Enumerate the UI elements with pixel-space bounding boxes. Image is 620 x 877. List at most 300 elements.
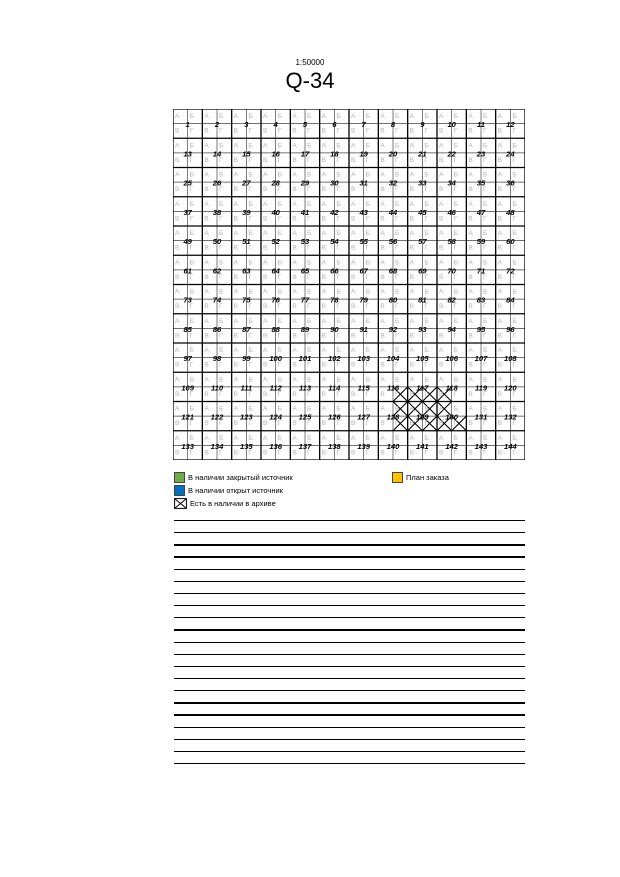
subcell-label: Г: [483, 303, 487, 311]
subcell-label: А: [321, 376, 327, 384]
subcell-label: Г: [424, 215, 428, 223]
subcell-label: А: [439, 200, 444, 208]
subcell-label: В: [468, 420, 473, 428]
subcell-label: А: [321, 405, 327, 413]
subcell-label: В: [292, 303, 297, 311]
subcell-label: А: [263, 200, 268, 208]
subcell-label: Г: [365, 332, 370, 340]
subcell-label: Г: [512, 215, 516, 223]
subcell-label: А: [409, 317, 415, 325]
subcell-label: В: [351, 186, 356, 194]
subcell-label: В: [439, 127, 444, 135]
subcell-label: Б: [277, 259, 282, 267]
subcell-label: А: [380, 142, 385, 150]
cell-number: 110: [210, 383, 224, 393]
subcell-label: Г: [248, 244, 252, 252]
subcell-label: Г: [277, 420, 282, 428]
subcell-label: В: [380, 273, 385, 281]
subcell-label: Б: [453, 230, 458, 237]
subcell-label: В: [233, 449, 239, 457]
cell-number: 66: [330, 266, 339, 276]
subcell-label: Г: [395, 420, 399, 428]
cell-number: 71: [476, 266, 486, 276]
cell-number: 28: [271, 178, 280, 188]
note-line: [174, 642, 525, 643]
subcell-label: В: [351, 273, 356, 281]
subcell-label: Г: [365, 449, 370, 457]
subcell-label: Г: [336, 244, 340, 252]
subcell-label: Б: [277, 171, 282, 179]
cell-number: 123: [239, 412, 253, 422]
cell-number: 129: [415, 412, 429, 422]
subcell-label: А: [380, 288, 385, 296]
cell-number: 143: [474, 441, 488, 451]
subcell-label: А: [204, 230, 209, 237]
subcell-label: Г: [219, 156, 223, 164]
subcell-label: Б: [219, 230, 224, 237]
cell-number: 137: [298, 441, 312, 451]
subcell-label: В: [321, 156, 327, 164]
subcell-label: В: [497, 332, 503, 340]
subcell-label: Б: [395, 230, 400, 237]
cell-number: 15: [242, 149, 251, 159]
cell-number: 22: [447, 149, 456, 159]
subcell-label: Г: [189, 420, 194, 428]
subcell-label: А: [409, 200, 415, 208]
cell-number: 102: [327, 354, 341, 364]
subcell-label: А: [439, 142, 444, 150]
cell-number: 41: [300, 207, 310, 217]
cell-number: 84: [506, 295, 515, 305]
cell-number: 19: [359, 149, 368, 159]
cell-number: 144: [503, 441, 517, 451]
cell-number: 68: [388, 266, 398, 276]
cell-number: 93: [418, 324, 427, 334]
cell-number: 18: [330, 149, 339, 159]
subcell-label: А: [468, 317, 473, 325]
subcell-label: А: [263, 317, 268, 325]
subcell-label: А: [321, 288, 327, 296]
subcell-label: А: [292, 317, 297, 325]
subcell-label: А: [175, 142, 180, 150]
subcell-label: Б: [219, 171, 224, 179]
subcell-label: Б: [189, 434, 194, 442]
subcell-label: А: [468, 288, 473, 296]
subcell-label: В: [263, 273, 268, 281]
subcell-label: Б: [336, 376, 341, 384]
subcell-label: А: [439, 317, 444, 325]
cell-number: 119: [474, 383, 488, 393]
subcell-label: В: [263, 332, 268, 340]
subcell-label: А: [409, 171, 415, 179]
subcell-label: Г: [219, 244, 223, 252]
subcell-label: Б: [307, 376, 312, 384]
subcell-label: Г: [483, 127, 487, 135]
subcell-label: В: [439, 215, 444, 223]
subcell-label: Г: [307, 449, 311, 457]
cell-number: 131: [474, 412, 488, 422]
subcell-label: Г: [395, 273, 399, 281]
subcell-label: А: [321, 259, 327, 267]
subcell-label: А: [292, 142, 297, 150]
cell-number: 59: [476, 237, 486, 247]
subcell-label: Б: [248, 376, 253, 384]
subcell-label: Б: [365, 376, 370, 384]
subcell-label: В: [321, 273, 327, 281]
subcell-label: А: [175, 288, 180, 296]
subcell-label: А: [351, 171, 356, 179]
subcell-label: В: [321, 420, 327, 428]
legend-green-swatch: [174, 472, 185, 483]
subcell-label: А: [351, 434, 356, 442]
subcell-label: А: [468, 142, 473, 150]
cell-number: 96: [506, 324, 515, 334]
cell-number: 116: [386, 383, 400, 393]
cell-number: 65: [300, 266, 310, 276]
cell-number: 82: [447, 295, 456, 305]
subcell-label: А: [175, 259, 180, 267]
subcell-label: Г: [512, 390, 516, 398]
subcell-label: А: [468, 200, 473, 208]
subcell-label: В: [468, 332, 473, 340]
subcell-label: Г: [277, 273, 282, 281]
cell-number: 73: [183, 295, 192, 305]
subcell-label: Б: [453, 200, 458, 208]
subcell-label: А: [321, 142, 327, 150]
subcell-label: Б: [189, 317, 194, 325]
cell-number: 48: [506, 207, 515, 217]
subcell-label: Б: [307, 434, 312, 442]
cell-number: 79: [359, 295, 368, 305]
subcell-label: В: [380, 127, 385, 135]
subcell-label: А: [468, 347, 473, 354]
subcell-label: А: [380, 200, 385, 208]
subcell-label: Г: [512, 127, 516, 135]
subcell-label: Г: [307, 127, 311, 135]
cell-number: 50: [212, 237, 222, 247]
subcell-label: Б: [512, 376, 517, 384]
subcell-label: А: [321, 171, 327, 179]
subcell-label: Б: [512, 230, 517, 237]
cell-number: 69: [418, 266, 427, 276]
subcell-label: Б: [219, 288, 224, 296]
subcell-label: А: [497, 171, 503, 179]
subcell-label: Б: [424, 171, 429, 179]
cell-number: 130: [445, 412, 459, 422]
subcell-label: Г: [248, 449, 252, 457]
subcell-label: В: [263, 303, 268, 311]
subcell-label: А: [292, 347, 297, 354]
subcell-label: Г: [189, 273, 194, 281]
subcell-label: Б: [277, 376, 282, 384]
subcell-label: А: [380, 113, 385, 120]
subcell-label: Б: [189, 405, 194, 413]
subcell-label: А: [175, 113, 180, 120]
subcell-label: Б: [248, 405, 253, 413]
subcell-label: Г: [277, 449, 282, 457]
subcell-label: В: [175, 303, 180, 311]
subcell-label: Г: [453, 390, 458, 398]
subcell-label: В: [292, 215, 297, 223]
subcell-label: В: [292, 244, 297, 252]
legend-closed-source-label: В наличии закрытый источник: [188, 472, 293, 482]
subcell-label: Г: [307, 156, 311, 164]
subcell-label: Б: [219, 113, 224, 120]
subcell-label: Б: [483, 288, 488, 296]
subcell-label: А: [409, 347, 415, 354]
cell-number: 92: [388, 324, 398, 334]
subcell-label: Г: [365, 127, 370, 135]
subcell-label: В: [497, 244, 503, 252]
cell-number: 109: [181, 383, 195, 393]
subcell-label: Г: [512, 303, 516, 311]
subcell-label: А: [497, 405, 503, 413]
subcell-label: Б: [277, 347, 282, 354]
subcell-label: В: [351, 215, 356, 223]
cell-number: 7: [361, 120, 366, 130]
cell-number: 112: [269, 383, 282, 393]
legend-order-plan: [392, 471, 449, 483]
subcell-label: Г: [483, 361, 487, 369]
subcell-label: Г: [277, 361, 282, 369]
subcell-label: В: [351, 127, 356, 135]
subcell-label: Б: [395, 259, 400, 267]
subcell-label: В: [439, 186, 444, 194]
subcell-label: Г: [307, 361, 311, 369]
subcell-label: В: [497, 361, 503, 369]
cell-number: 90: [330, 324, 339, 334]
cell-number: 133: [181, 441, 195, 451]
subcell-label: Б: [248, 171, 253, 179]
subcell-label: Б: [277, 434, 282, 442]
subcell-label: Б: [307, 347, 312, 354]
note-line: [174, 617, 525, 618]
subcell-label: В: [380, 215, 385, 223]
subcell-label: А: [468, 376, 473, 384]
subcell-label: Б: [453, 113, 458, 120]
subcell-label: Б: [453, 405, 458, 413]
subcell-label: Б: [453, 376, 458, 384]
subcell-label: Г: [336, 186, 340, 194]
subcell-label: Г: [307, 303, 311, 311]
subcell-label: В: [233, 361, 239, 369]
cell-number: 21: [418, 149, 427, 159]
cell-number: 27: [242, 178, 251, 188]
subcell-label: А: [263, 347, 268, 354]
subcell-label: Г: [512, 449, 516, 457]
subcell-label: Б: [307, 405, 312, 413]
subcell-label: Г: [395, 303, 399, 311]
note-line: [174, 581, 525, 582]
subcell-label: В: [409, 244, 415, 252]
subcell-label: В: [468, 244, 473, 252]
cell-number: 51: [242, 237, 251, 247]
subcell-label: А: [204, 113, 209, 120]
subcell-label: В: [351, 390, 356, 398]
legend-archive-label: Есть в наличии в архиве: [190, 498, 276, 508]
subcell-label: В: [263, 361, 268, 369]
subcell-label: А: [175, 317, 180, 325]
subcell-label: В: [204, 332, 209, 340]
note-line: [174, 629, 525, 630]
subcell-label: Г: [424, 244, 428, 252]
cell-number: 91: [359, 324, 368, 334]
subcell-label: Г: [248, 273, 252, 281]
subcell-label: Б: [365, 142, 370, 150]
subcell-label: Б: [248, 142, 253, 150]
subcell-label: А: [263, 376, 268, 384]
subcell-label: Б: [424, 288, 429, 296]
subcell-label: В: [468, 186, 473, 194]
subcell-label: В: [409, 186, 415, 194]
subcell-label: В: [263, 127, 268, 135]
subcell-label: Б: [395, 200, 400, 208]
subcell-label: Б: [336, 171, 341, 179]
subcell-label: А: [380, 405, 385, 413]
subcell-label: Г: [453, 215, 458, 223]
subcell-label: Б: [189, 171, 194, 179]
subcell-label: А: [292, 434, 297, 442]
subcell-label: В: [204, 420, 209, 428]
cell-number: 34: [447, 178, 456, 188]
subcell-label: Б: [219, 317, 224, 325]
subcell-label: Б: [365, 171, 370, 179]
subcell-label: А: [351, 113, 356, 120]
subcell-label: А: [409, 434, 415, 442]
cell-number: 36: [506, 178, 515, 188]
subcell-label: А: [233, 230, 239, 237]
subcell-label: В: [497, 449, 503, 457]
subcell-label: Г: [189, 215, 194, 223]
cell-number: 140: [386, 441, 400, 451]
subcell-label: В: [439, 273, 444, 281]
subcell-label: А: [497, 200, 503, 208]
cell-number: 43: [359, 207, 368, 217]
subcell-label: В: [292, 186, 297, 194]
subcell-label: В: [409, 156, 415, 164]
scale-label: 1:50000: [295, 58, 325, 67]
subcell-label: Б: [219, 200, 224, 208]
subcell-label: В: [263, 215, 268, 223]
subcell-label: Б: [512, 317, 517, 325]
subcell-label: А: [175, 376, 180, 384]
subcell-label: Г: [512, 273, 516, 281]
subcell-label: Б: [453, 142, 458, 150]
note-line: [174, 690, 525, 691]
subcell-label: А: [468, 171, 473, 179]
subcell-label: Б: [189, 200, 194, 208]
cell-number: 75: [242, 295, 251, 305]
subcell-label: А: [263, 434, 268, 442]
subcell-label: А: [497, 113, 503, 120]
subcell-label: Б: [336, 347, 341, 354]
subcell-label: В: [497, 186, 503, 194]
subcell-label: Б: [453, 288, 458, 296]
subcell-label: А: [439, 288, 444, 296]
subcell-label: Г: [248, 390, 252, 398]
subcell-label: Г: [512, 420, 516, 428]
subcell-label: В: [439, 420, 444, 428]
subcell-label: Г: [336, 361, 340, 369]
subcell-label: В: [175, 215, 180, 223]
subcell-label: Г: [512, 156, 516, 164]
subcell-label: В: [263, 244, 268, 252]
subcell-label: Г: [336, 449, 340, 457]
subcell-label: Г: [219, 127, 223, 135]
subcell-label: А: [175, 405, 180, 413]
subcell-label: Г: [365, 186, 370, 194]
cell-number: 128: [386, 412, 400, 422]
subcell-label: А: [409, 113, 415, 120]
cell-number: 57: [418, 237, 427, 247]
subcell-label: В: [204, 390, 209, 398]
cell-number: 80: [388, 295, 398, 305]
subcell-label: Г: [365, 420, 370, 428]
subcell-label: Г: [424, 449, 428, 457]
subcell-label: Г: [307, 390, 311, 398]
subcell-label: В: [204, 186, 209, 194]
subcell-label: Б: [453, 317, 458, 325]
note-line: [174, 702, 525, 703]
subcell-label: В: [263, 186, 268, 194]
subcell-label: Б: [512, 113, 517, 120]
subcell-label: А: [233, 113, 239, 120]
cell-number: 44: [388, 207, 398, 217]
subcell-label: В: [439, 332, 444, 340]
subcell-label: Г: [336, 156, 340, 164]
subcell-label: А: [321, 317, 327, 325]
subcell-label: Б: [336, 405, 341, 413]
subcell-label: Г: [483, 390, 487, 398]
subcell-label: Б: [248, 434, 253, 442]
subcell-label: В: [175, 332, 180, 340]
cell-number: 9: [420, 120, 425, 130]
subcell-label: Б: [483, 434, 488, 442]
subcell-label: Б: [395, 113, 400, 120]
cell-number: 111: [240, 383, 253, 393]
cell-number: 105: [415, 354, 429, 364]
subcell-label: Г: [277, 186, 282, 194]
subcell-label: В: [439, 303, 444, 311]
subcell-label: А: [204, 288, 209, 296]
subcell-label: А: [351, 376, 356, 384]
subcell-label: Б: [512, 259, 517, 267]
subcell-label: А: [263, 171, 268, 179]
subcell-label: Г: [512, 186, 516, 194]
subcell-label: А: [321, 200, 327, 208]
cell-number: 107: [474, 354, 488, 364]
subcell-label: Г: [336, 332, 340, 340]
subcell-label: В: [321, 449, 327, 457]
subcell-label: А: [497, 434, 503, 442]
cell-number: 53: [300, 237, 310, 247]
note-line: [174, 763, 525, 764]
subcell-label: Г: [219, 390, 223, 398]
cell-number: 127: [357, 412, 371, 422]
subcell-label: Г: [307, 215, 311, 223]
cell-number: 46: [447, 207, 456, 217]
cell-number: 78: [330, 295, 339, 305]
subcell-label: В: [204, 156, 209, 164]
subcell-label: Г: [219, 186, 223, 194]
subcell-label: Г: [453, 244, 458, 252]
subcell-label: В: [380, 361, 385, 369]
subcell-label: Б: [424, 347, 429, 354]
subcell-label: Б: [219, 259, 224, 267]
cell-number: 83: [476, 295, 486, 305]
subcell-label: А: [175, 230, 180, 237]
subcell-label: Г: [307, 186, 311, 194]
